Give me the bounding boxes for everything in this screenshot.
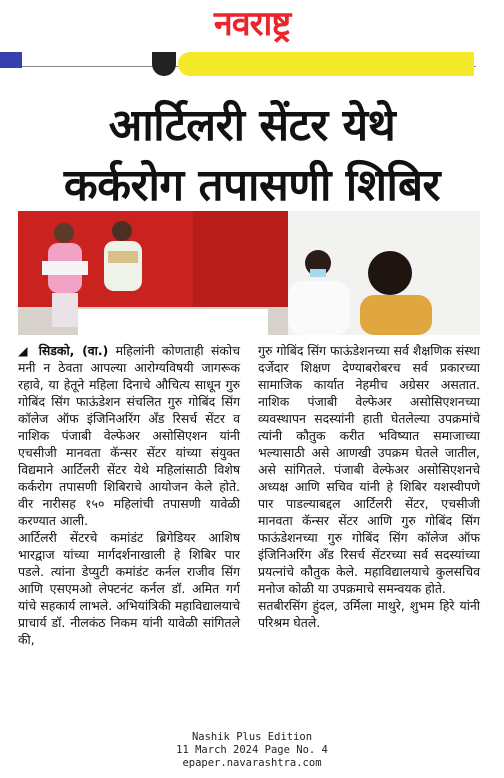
paragraph-text: महिलांनी कोणताही संकोच मनी न ठेवता आपल्या आरोग्यविषयी जागरूक रहावे, या हेतूने महिला दिनाचे औचित्य साधून गुरु गोबिंद सिंग फाऊंडेशन संचलित गुरु गोबिंद सिंग कॉलेज ऑफ इंजिनिअरिंग अँड रिसर्च सेंटर व नाशिक पंजाबी वेल्फेअर असोसिएशन यांनी एचसीजी मानवता कॅन्सर सेंटर यांच्या संयुक्त विद्यमाने आर्टिलरी सेंटर येथे महिलांसाठी विशेष कर्करोग तपासणी शिबिराचे आयोजन केले होते. वीर नारीसह १५० महिलांची तपासणी यावेळी करण्यात आली. [18, 343, 240, 528]
masthead [0, 0, 504, 52]
article-paragraph [18, 342, 240, 529]
article-paragraph: आर्टिलरी सेंटरचे कमांडंट ब्रिगेडियर आशिष भारद्वाज यांच्या मार्गदर्शनाखाली हे शिबिर पार पडले. त्यांना डेप्युटी कमांडंट कर्नल राजीव सिंग आणि एसएमओ लेफ्टनंट कर्नल डॉ. अमित गर्ग यांचे सहकार्य लाभले. अभियांत्रिकी महाविद्यालयाचे प्राचार्य डॉ. नीलकंठ निकम यांनी यावेळी सांगितले की, [18, 530, 240, 647]
article-column-right [258, 342, 480, 631]
dateline: ◢ सिडको, (वा.) [18, 343, 109, 358]
headline [10, 96, 494, 216]
epaper-url: epaper.navarashtra.com [182, 757, 322, 769]
photo-illustration [18, 211, 480, 335]
article-column-left [18, 342, 240, 648]
edition-name: Nashik Plus Edition [191, 731, 313, 743]
edition-date-page: 11 March 2024 Page No. 4 [176, 744, 328, 756]
strip-dark-tab [152, 52, 176, 76]
strip-blue-block [0, 52, 22, 68]
strip-yellow-banner [178, 52, 474, 76]
newspaper-logo: नवराष्ट्र [213, 4, 291, 44]
headline-line-1: आर्टिलरी सेंटर येथे [108, 100, 396, 151]
dateline-text: सिडको, (वा.) [38, 343, 109, 358]
article-photo [18, 211, 480, 335]
headline-line-2: कर्करोग तपासणी शिबिर [63, 160, 441, 211]
article-paragraph: सतबीरसिंग हुंदल, उर्मिला माथुरे, शुभम हिरे यांनी परिश्रम घेतले. [258, 598, 480, 630]
edition-footer [0, 731, 504, 770]
header-strip [0, 52, 504, 78]
article-paragraph: गुरु गोबिंद सिंग फाऊंडेशनच्या सर्व शैक्षणिक संस्था दर्जेदार शिक्षण देण्याबरोबरच सर्व प्रकारच्या सामाजिक कार्यात नेहमीच अग्रेसर असतात. नाशिक पंजाबी वेल्फेअर असोसिएशनच्या व्यवस्थापन सदस्यांनी हाती घेतलेल्या उपक्रमांचे त्यांनी कौतुक करीत भविष्यात समाजाच्या भल्यासाठी असे आणखी उपक्रम घेतले जातील, असे सांगितले. पंजाबी वेल्फेअर असोसिएशनचे अध्यक्ष आणि सचिव यांनी हे शिबिर यशस्वीपणे पार पाडल्याबद्दल आर्टिलरी सेंटर, एचसीजी मानवता कॅन्सर सेंटर आणि गुरु गोबिंद सिंग फाऊंडेशनच्या गुरु गोबिंद सिंग कॉलेज ऑफ इंजिनिअरिंग अँड रिसर्च सेंटरच्या सर्व सदस्यांच्या प्रयत्नांचे कौतुक केले. महाविद्यालयाचे कुलसचिव मनोज कोळी या उपक्रमाचे समन्वयक होते. [258, 343, 480, 596]
